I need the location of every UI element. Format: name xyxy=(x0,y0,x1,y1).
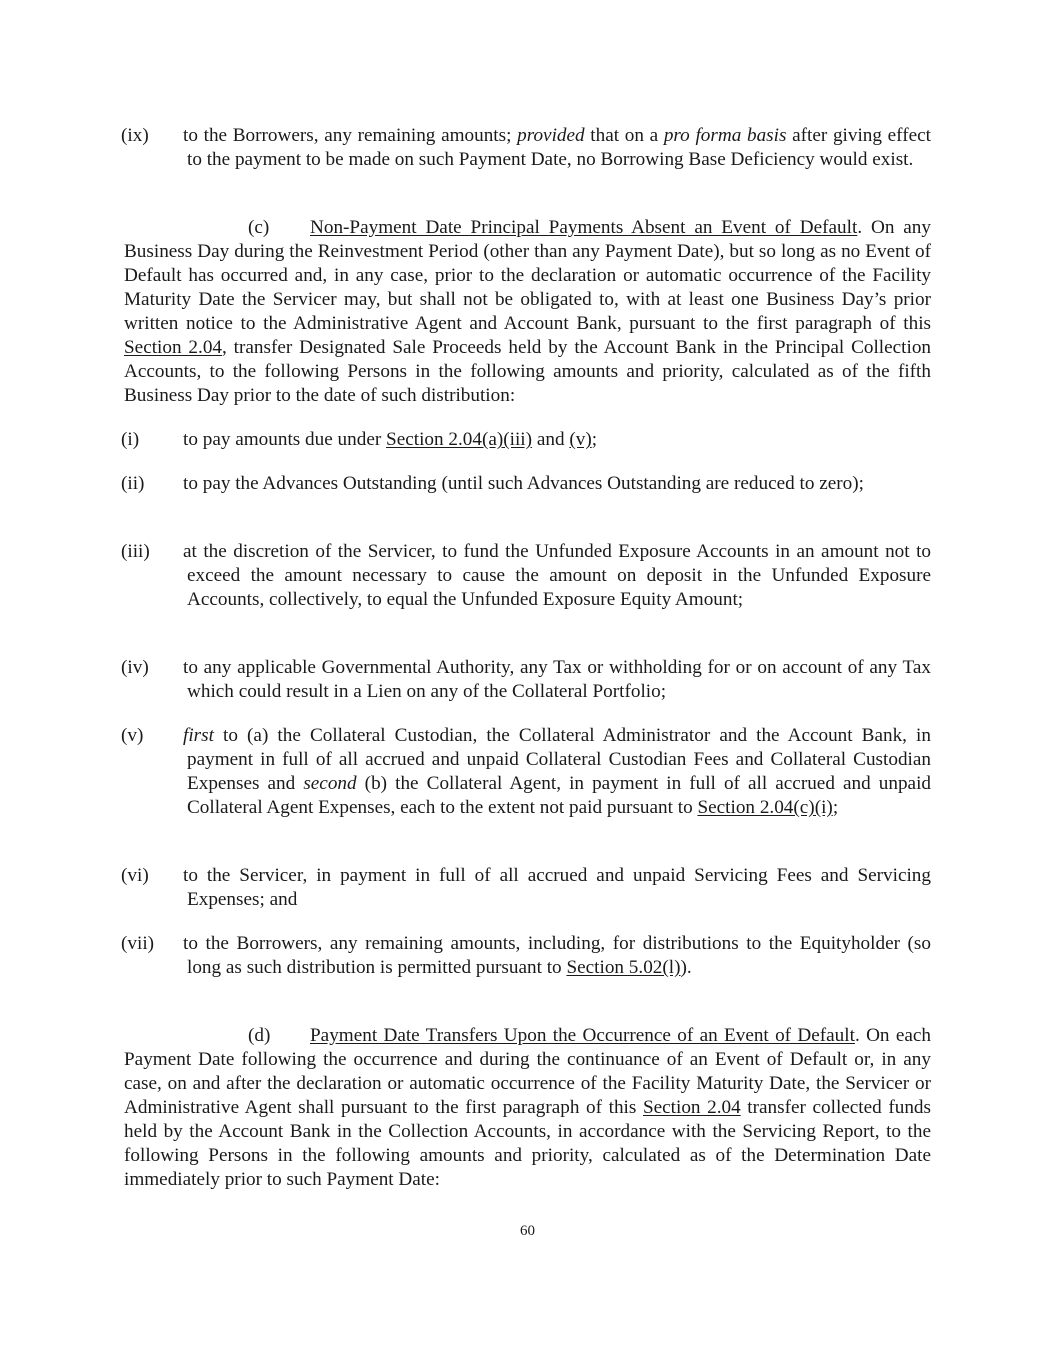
section-reference: Section 2.04 xyxy=(124,337,223,358)
clause-number: (ii) xyxy=(121,473,145,494)
section-number: (c) xyxy=(248,217,270,238)
clause-number: (vii) xyxy=(121,933,155,954)
clause-number: (iii) xyxy=(121,541,150,562)
clause-number: (v) xyxy=(121,725,144,746)
clause-c-ii: (ii) to pay the Advances Outstanding (until such Advances Outstanding are reduced to zero); xyxy=(121,473,864,494)
section-reference: Section 2.04(c)(i) xyxy=(697,797,833,818)
clause-c-vii: (vii) to the Borrowers, any remaining amounts, including, for distributions to the Equityholder (so long as such distribution is permitted pursuant to Section 5.02(l)). xyxy=(121,933,931,978)
section-heading: Non-Payment Date Principal Payments Absent an Event of Default xyxy=(310,217,858,238)
section-number: (d) xyxy=(248,1025,271,1046)
clause-number: (iv) xyxy=(121,657,149,678)
section-d: (d) Payment Date Transfers Upon the Occurrence of an Event of Default. On each Payment Date following the occurrence and during the continuance of an Event of Default or, in any case, on and after the declaration or automatic occurrence of the Facility Maturity Date, the Servicer or Administrative Agent shall pursuant to the first paragraph of this Section 2.04 transfer collected funds held by the Account Bank in the Collection Accounts, in accordance with the Servicing Report, to the following Persons in the following amounts and priority, calculated as of the Determination Date immediately prior to such Payment Date: xyxy=(124,1025,932,1190)
clause-c-i: (i) to pay amounts due under Section 2.04(a)(iii) and (v); xyxy=(121,429,598,450)
clause-ix: (ix) to the Borrowers, any remaining amounts; provided that on a pro forma basis after giving effect to the payment to be made on such Payment Date, no Borrowing Base Deficiency would exist. xyxy=(121,125,931,170)
section-reference: Section 2.04 xyxy=(642,1097,741,1118)
section-heading: Payment Date Transfers Upon the Occurrence of an Event of Default xyxy=(310,1025,855,1046)
section-reference: Section 5.02(l) xyxy=(566,957,681,978)
section-reference: Section 2.04(a)(iii) xyxy=(386,429,533,450)
page-number: 60 xyxy=(520,1223,535,1239)
clause-c-vi: (vi) to the Servicer, in payment in full of all accrued and unpaid Servicing Fees and Servicing Expenses; and xyxy=(121,865,931,910)
section-reference: (v) xyxy=(569,429,592,450)
clause-number: (i) xyxy=(121,429,140,450)
clause-number: (ix) xyxy=(121,125,149,146)
clause-c-v: (v) first to (a) the Collateral Custodian, the Collateral Administrator and the Account Bank, in payment in full of all accrued and unpaid Collateral Custodian Fees and Collateral Custodian Expenses and second (b) the Collateral Agent, in payment in full of all accrued and unpaid Collateral Agent Expenses, each to the extent not paid pursuant to Section 2.04(c)(i); xyxy=(121,725,931,818)
clause-c-iv: (iv) to any applicable Governmental Authority, any Tax or withholding for or on account of any Tax which could result in a Lien on any of the Collateral Portfolio; xyxy=(121,657,931,702)
section-c: (c) Non-Payment Date Principal Payments Absent an Event of Default. On any Business Day during the Reinvestment Period (other than any Payment Date), but so long as no Event of Default has occurred and, in any case, prior to the declaration or automatic occurrence of the Facility Maturity Date the Servicer may, but shall not be obligated to, with at least one Business Day’s prior written notice to the Administrative Agent and Account Bank, pursuant to the first paragraph of this Section 2.04, transfer Designated Sale Proceeds held by the Account Bank in the Principal Collection Accounts, to the following Persons in the following amounts and priority, calculated as of the fifth Business Day prior to the date of such distribution: xyxy=(124,217,932,406)
clause-number: (vi) xyxy=(121,865,149,886)
clause-c-iii: (iii) at the discretion of the Servicer, to fund the Unfunded Exposure Accounts in an amount not to exceed the amount necessary to cause the amount on deposit in the Unfunded Exposure Accounts, collectively, to equal the Unfunded Exposure Equity Amount; xyxy=(121,541,931,610)
